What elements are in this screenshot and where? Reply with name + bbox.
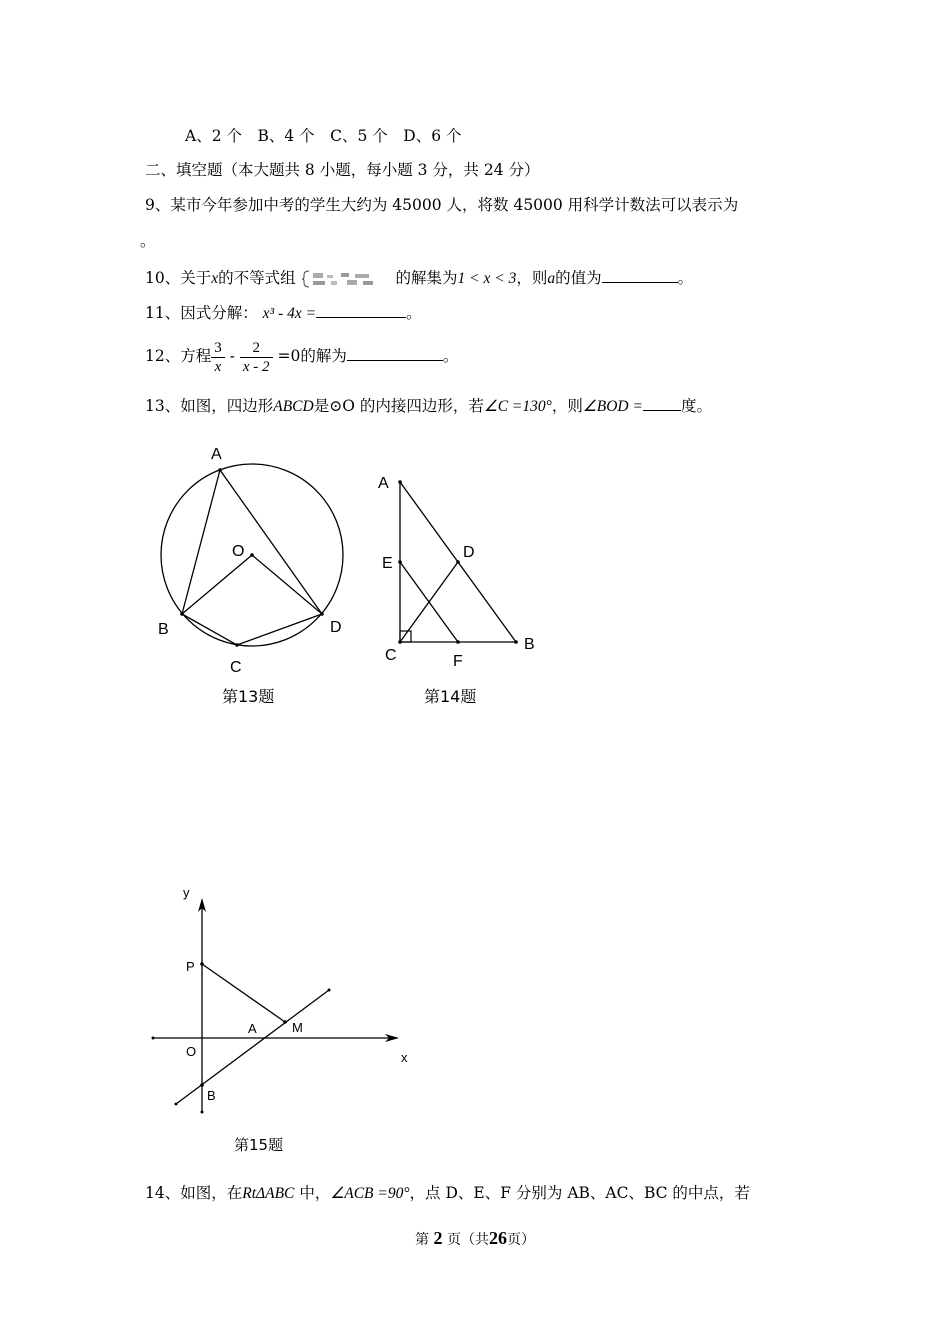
segment-pm bbox=[202, 964, 285, 1022]
q13-end: 度。 bbox=[680, 397, 712, 415]
label-y: y bbox=[183, 885, 190, 900]
q11-expr: x³ - 4x = bbox=[262, 305, 317, 322]
q12-fraction-1: $\frac{3}{x}$ bbox=[211, 339, 225, 376]
segment-ad bbox=[220, 470, 322, 614]
label-a: A bbox=[248, 1021, 257, 1036]
figure-13 bbox=[150, 440, 370, 710]
question-13 bbox=[145, 394, 712, 417]
label-o: O bbox=[232, 543, 245, 560]
label-b: B bbox=[158, 621, 169, 638]
segment-ob bbox=[182, 555, 252, 614]
q10-suffix: 的解集为 bbox=[395, 269, 458, 287]
q9-text: 9、某市今年参加中考的学生大约为 45000 人，将数 45000 用科学计数法可以表示为 bbox=[145, 196, 739, 214]
question-11 bbox=[145, 301, 422, 324]
footer-pre: 第 bbox=[415, 1232, 430, 1248]
q12-prefix: 12、方程 bbox=[145, 347, 212, 365]
q10-var: x bbox=[211, 270, 219, 287]
q12-suffix: 的解为 bbox=[300, 347, 347, 365]
point-c bbox=[235, 643, 239, 647]
question-14 bbox=[145, 1183, 750, 1204]
segment-ab bbox=[182, 470, 220, 614]
point-b bbox=[180, 612, 184, 616]
inequality-system-image bbox=[301, 270, 391, 288]
q11-prefix: 11、因式分解： bbox=[145, 304, 258, 322]
q13-quad: ABCD bbox=[273, 398, 314, 415]
q14-triangle: RtΔABC bbox=[242, 1185, 295, 1202]
q10-end: 。 bbox=[677, 269, 694, 287]
figure-13-caption: 第13题 bbox=[222, 687, 275, 706]
q13-prefix: 13、如图，四边形 bbox=[145, 397, 274, 415]
q13-mid2: ，则 bbox=[551, 397, 583, 415]
point-e bbox=[398, 560, 402, 564]
q13-angle1: ∠C =130° bbox=[483, 398, 552, 415]
label-d: D bbox=[463, 544, 475, 561]
line-end-upper bbox=[328, 989, 331, 992]
q14-mid: 中， bbox=[299, 1184, 331, 1202]
footer-mid: 页（共 bbox=[446, 1232, 489, 1248]
segment-bc bbox=[182, 614, 237, 645]
q8-options: A、2 个 B、4 个 C、5 个 D、6 个 bbox=[185, 127, 462, 145]
q13-angle2: ∠BOD = bbox=[582, 398, 643, 415]
label-c: C bbox=[230, 659, 242, 676]
q14-prefix: 14、如图，在 bbox=[145, 1184, 243, 1202]
label-p: P bbox=[186, 959, 195, 974]
point-b bbox=[200, 1083, 204, 1087]
page-footer bbox=[0, 1228, 950, 1249]
question-9 bbox=[145, 195, 738, 215]
label-d: D bbox=[330, 619, 342, 636]
point-a bbox=[218, 468, 222, 472]
q12-fraction-2: $\frac{2}{x - 2}$ bbox=[240, 339, 273, 376]
x-axis-start bbox=[152, 1037, 155, 1040]
label-x: x bbox=[401, 1050, 408, 1065]
point-p bbox=[200, 962, 204, 966]
y-axis-start bbox=[201, 1111, 204, 1114]
total-pages: 26 bbox=[488, 1228, 507, 1248]
q12-eq: =0 bbox=[277, 347, 301, 365]
point-f bbox=[456, 640, 460, 644]
q10-prefix: 10、关于 bbox=[145, 269, 212, 287]
q13-mid: 是⊙O 的内接四边形，若 bbox=[313, 397, 484, 415]
q10-avar: a bbox=[547, 270, 556, 287]
q9-tail: 。 bbox=[140, 232, 156, 250]
figure-15 bbox=[145, 880, 415, 1160]
q14-suffix: ，点 D、E、F 分别为 AB、AC、BC 的中点，若 bbox=[409, 1184, 750, 1202]
q10-ask: ，则 bbox=[516, 269, 548, 287]
point-b bbox=[514, 640, 518, 644]
q11-answer-blank[interactable] bbox=[316, 301, 406, 318]
question-9-tail bbox=[140, 231, 156, 251]
label-f: F bbox=[453, 653, 463, 670]
q11-end: 。 bbox=[406, 304, 422, 322]
q14-angle: ∠ACB =90° bbox=[330, 1185, 410, 1202]
point-o bbox=[250, 553, 254, 557]
line-bm bbox=[176, 990, 329, 1104]
q12-answer-blank[interactable] bbox=[347, 344, 443, 361]
question-10 bbox=[145, 266, 693, 289]
q13-answer-blank[interactable] bbox=[643, 394, 681, 411]
question-12 bbox=[145, 336, 458, 376]
label-a: A bbox=[211, 446, 222, 463]
label-c: C bbox=[385, 647, 397, 664]
label-e: E bbox=[382, 555, 393, 572]
q12-minus: - bbox=[229, 347, 235, 365]
label-o: O bbox=[186, 1044, 197, 1059]
point-m bbox=[283, 1020, 287, 1024]
q10-mid: 的不等式组 bbox=[218, 269, 296, 287]
label-b: B bbox=[207, 1088, 216, 1103]
q10-ask2: 的值为 bbox=[555, 269, 602, 287]
page-number: 2 bbox=[433, 1228, 443, 1248]
point-d bbox=[320, 612, 324, 616]
q12-end: 。 bbox=[442, 347, 459, 365]
q10-answer-blank[interactable] bbox=[602, 266, 678, 283]
point-d bbox=[456, 560, 460, 564]
figure-14-caption: 第14题 bbox=[424, 687, 477, 706]
footer-post: 页） bbox=[506, 1232, 535, 1248]
label-a: A bbox=[378, 475, 389, 492]
label-b: B bbox=[524, 636, 535, 653]
segment-cd bbox=[237, 614, 322, 645]
point-c bbox=[398, 640, 402, 644]
figure-15-caption: 第15题 bbox=[234, 1136, 284, 1154]
figure-14 bbox=[370, 440, 570, 710]
label-m: M bbox=[292, 1020, 303, 1035]
q10-range: 1 < x < 3 bbox=[457, 270, 517, 287]
point-a bbox=[398, 480, 402, 484]
line-end-lower bbox=[175, 1103, 178, 1106]
section-2-heading: 二、填空题（本大题共 8 小题，每小题 3 分，共 24 分） bbox=[145, 161, 540, 179]
